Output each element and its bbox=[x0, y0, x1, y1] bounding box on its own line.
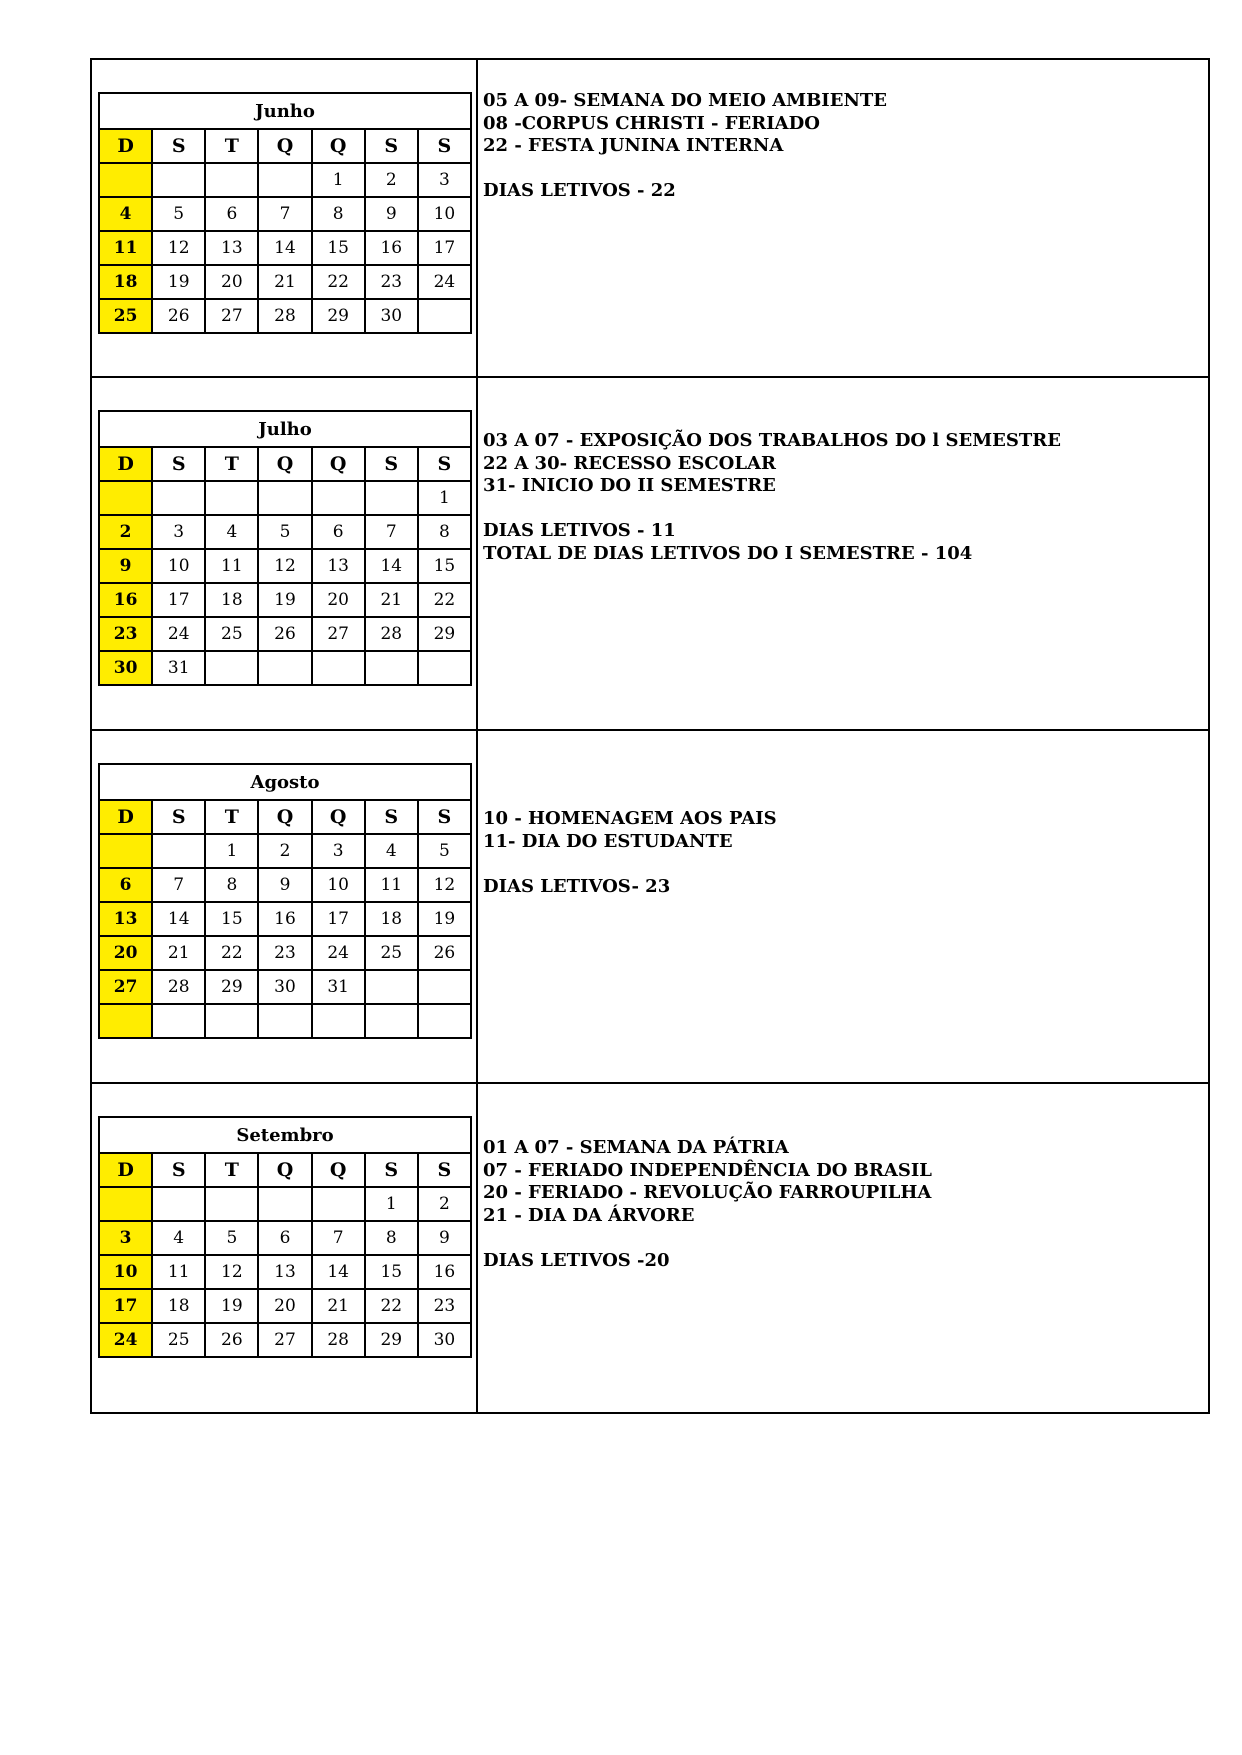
day-cell bbox=[152, 481, 205, 515]
sunday-cell: 18 bbox=[99, 265, 152, 299]
day-cell: 18 bbox=[205, 583, 258, 617]
note-line: 05 A 09- SEMANA DO MEIO AMBIENTE bbox=[483, 90, 888, 111]
sunday-cell: 20 bbox=[99, 936, 152, 970]
weekday-header: S bbox=[152, 129, 205, 163]
day-cell: 21 bbox=[152, 936, 205, 970]
week-row bbox=[99, 197, 471, 231]
day-cell: 7 bbox=[152, 868, 205, 902]
weekday-header: Q bbox=[258, 129, 311, 163]
weekday-header: S bbox=[418, 800, 471, 834]
day-cell: 11 bbox=[205, 549, 258, 583]
day-cell bbox=[258, 1187, 311, 1221]
day-cell: 22 bbox=[205, 936, 258, 970]
day-cell: 25 bbox=[152, 1323, 205, 1357]
day-cell: 30 bbox=[365, 299, 418, 333]
month-notes bbox=[483, 90, 1208, 203]
weekday-header: Q bbox=[312, 447, 365, 481]
sunday-cell: 27 bbox=[99, 970, 152, 1004]
day-cell: 28 bbox=[365, 617, 418, 651]
day-cell: 24 bbox=[152, 617, 205, 651]
day-cell: 22 bbox=[312, 265, 365, 299]
month-row-julho bbox=[90, 378, 1210, 731]
sunday-cell: 17 bbox=[99, 1289, 152, 1323]
day-cell: 8 bbox=[205, 868, 258, 902]
day-cell: 2 bbox=[258, 834, 311, 868]
weekday-header: Q bbox=[312, 129, 365, 163]
day-cell: 10 bbox=[312, 868, 365, 902]
week-row bbox=[99, 583, 471, 617]
day-cell: 15 bbox=[418, 549, 471, 583]
sunday-cell: 4 bbox=[99, 197, 152, 231]
day-cell: 18 bbox=[152, 1289, 205, 1323]
note-line: 10 - HOMENAGEM AOS PAIS bbox=[483, 808, 777, 829]
weekday-header: S bbox=[418, 129, 471, 163]
week-row bbox=[99, 515, 471, 549]
note-line bbox=[483, 853, 1208, 876]
day-cell bbox=[312, 481, 365, 515]
day-cell: 12 bbox=[152, 231, 205, 265]
month-notes bbox=[483, 808, 1208, 898]
day-cell bbox=[258, 481, 311, 515]
week-row bbox=[99, 1221, 471, 1255]
weekday-header: Q bbox=[258, 447, 311, 481]
day-cell: 21 bbox=[312, 1289, 365, 1323]
weekday-header: Q bbox=[312, 1153, 365, 1187]
day-cell bbox=[258, 1004, 311, 1038]
day-cell: 22 bbox=[418, 583, 471, 617]
weekday-header: T bbox=[205, 129, 258, 163]
day-cell: 13 bbox=[258, 1255, 311, 1289]
day-cell: 25 bbox=[365, 936, 418, 970]
sunday-cell bbox=[99, 1004, 152, 1038]
day-cell: 9 bbox=[365, 197, 418, 231]
weekday-header: S bbox=[365, 1153, 418, 1187]
day-cell: 1 bbox=[205, 834, 258, 868]
day-cell: 14 bbox=[258, 231, 311, 265]
day-cell: 14 bbox=[312, 1255, 365, 1289]
day-cell: 25 bbox=[205, 617, 258, 651]
day-cell: 17 bbox=[152, 583, 205, 617]
month-title: Julho bbox=[99, 411, 471, 447]
day-cell: 26 bbox=[152, 299, 205, 333]
week-row bbox=[99, 163, 471, 197]
week-row bbox=[99, 549, 471, 583]
note-line: DIAS LETIVOS - 22 bbox=[483, 180, 676, 201]
day-cell: 2 bbox=[365, 163, 418, 197]
notes-cell bbox=[478, 60, 1208, 376]
month-row-agosto bbox=[90, 731, 1210, 1084]
day-cell: 5 bbox=[152, 197, 205, 231]
month-calendar bbox=[98, 410, 472, 686]
day-cell: 29 bbox=[365, 1323, 418, 1357]
day-cell: 1 bbox=[365, 1187, 418, 1221]
day-cell: 28 bbox=[152, 970, 205, 1004]
week-row bbox=[99, 231, 471, 265]
day-cell: 8 bbox=[312, 197, 365, 231]
day-cell: 20 bbox=[312, 583, 365, 617]
month-title: Junho bbox=[99, 93, 471, 129]
day-cell bbox=[205, 481, 258, 515]
day-cell: 4 bbox=[152, 1221, 205, 1255]
sunday-cell: 2 bbox=[99, 515, 152, 549]
day-cell bbox=[205, 163, 258, 197]
note-line: DIAS LETIVOS - 11 bbox=[483, 520, 676, 541]
weekday-header: D bbox=[99, 447, 152, 481]
day-cell bbox=[365, 970, 418, 1004]
month-calendar bbox=[98, 92, 472, 334]
day-cell: 15 bbox=[365, 1255, 418, 1289]
day-cell bbox=[205, 1004, 258, 1038]
day-cell: 16 bbox=[365, 231, 418, 265]
day-cell: 30 bbox=[258, 970, 311, 1004]
note-line: DIAS LETIVOS- 23 bbox=[483, 875, 671, 897]
weekday-header: Q bbox=[312, 800, 365, 834]
day-cell: 20 bbox=[205, 265, 258, 299]
day-cell: 16 bbox=[418, 1255, 471, 1289]
day-cell: 24 bbox=[418, 265, 471, 299]
day-cell: 13 bbox=[205, 231, 258, 265]
day-cell: 9 bbox=[418, 1221, 471, 1255]
day-cell: 28 bbox=[312, 1323, 365, 1357]
day-cell: 12 bbox=[205, 1255, 258, 1289]
week-row bbox=[99, 1289, 471, 1323]
day-cell: 10 bbox=[418, 197, 471, 231]
day-cell: 29 bbox=[418, 617, 471, 651]
weekday-header: S bbox=[365, 800, 418, 834]
note-line bbox=[483, 158, 1208, 181]
day-cell: 27 bbox=[258, 1323, 311, 1357]
calendar-cell bbox=[92, 1084, 478, 1412]
day-cell bbox=[152, 163, 205, 197]
week-row bbox=[99, 868, 471, 902]
note-line bbox=[483, 1227, 1208, 1250]
day-cell: 15 bbox=[312, 231, 365, 265]
sunday-cell bbox=[99, 1187, 152, 1221]
day-cell: 19 bbox=[205, 1289, 258, 1323]
day-cell: 26 bbox=[418, 936, 471, 970]
day-cell bbox=[312, 1187, 365, 1221]
day-cell bbox=[205, 1187, 258, 1221]
day-cell bbox=[258, 163, 311, 197]
sunday-cell: 11 bbox=[99, 231, 152, 265]
month-notes bbox=[483, 430, 1208, 565]
weekday-header: D bbox=[99, 129, 152, 163]
day-cell: 31 bbox=[312, 970, 365, 1004]
day-cell bbox=[258, 651, 311, 685]
note-line: 21 - DIA DA ÁRVORE bbox=[483, 1204, 695, 1226]
note-line: 22 A 30- RECESSO ESCOLAR bbox=[483, 452, 776, 474]
day-cell bbox=[312, 651, 365, 685]
day-cell: 27 bbox=[205, 299, 258, 333]
day-cell: 21 bbox=[365, 583, 418, 617]
day-cell bbox=[418, 970, 471, 1004]
weekday-header: S bbox=[418, 1153, 471, 1187]
day-cell: 3 bbox=[152, 515, 205, 549]
day-cell: 28 bbox=[258, 299, 311, 333]
day-cell bbox=[365, 651, 418, 685]
day-cell: 14 bbox=[152, 902, 205, 936]
day-cell: 1 bbox=[418, 481, 471, 515]
day-cell: 5 bbox=[205, 1221, 258, 1255]
day-cell: 26 bbox=[205, 1323, 258, 1357]
note-line: 01 A 07 - SEMANA DA PÁTRIA bbox=[483, 1137, 789, 1158]
month-row-setembro bbox=[90, 1084, 1210, 1414]
day-cell: 19 bbox=[418, 902, 471, 936]
day-cell: 9 bbox=[258, 868, 311, 902]
note-line: 03 A 07 - EXPOSIÇÃO DOS TRABALHOS DO l SEMESTRE bbox=[483, 430, 1061, 451]
day-cell: 30 bbox=[418, 1323, 471, 1357]
day-cell bbox=[365, 1004, 418, 1038]
note-line: TOTAL DE DIAS LETIVOS DO I SEMESTRE - 104 bbox=[483, 542, 973, 564]
day-cell: 6 bbox=[258, 1221, 311, 1255]
day-cell: 8 bbox=[418, 515, 471, 549]
week-row bbox=[99, 1255, 471, 1289]
note-line: 22 - FESTA JUNINA INTERNA bbox=[483, 135, 784, 156]
note-line: 08 -CORPUS CHRISTI - FERIADO bbox=[483, 112, 820, 134]
day-cell bbox=[152, 1004, 205, 1038]
sunday-cell bbox=[99, 163, 152, 197]
sunday-cell: 23 bbox=[99, 617, 152, 651]
sunday-cell: 13 bbox=[99, 902, 152, 936]
day-cell: 29 bbox=[205, 970, 258, 1004]
weekday-header: S bbox=[152, 800, 205, 834]
sunday-cell: 30 bbox=[99, 651, 152, 685]
day-cell: 16 bbox=[258, 902, 311, 936]
note-line bbox=[483, 498, 1208, 521]
day-cell bbox=[418, 651, 471, 685]
sunday-cell bbox=[99, 481, 152, 515]
day-cell: 4 bbox=[205, 515, 258, 549]
day-cell bbox=[365, 481, 418, 515]
calendar-cell bbox=[92, 378, 478, 729]
note-line: DIAS LETIVOS -20 bbox=[483, 1249, 670, 1271]
day-cell: 15 bbox=[205, 902, 258, 936]
week-row bbox=[99, 902, 471, 936]
day-cell: 8 bbox=[365, 1221, 418, 1255]
sunday-cell: 25 bbox=[99, 299, 152, 333]
week-row bbox=[99, 299, 471, 333]
day-cell: 23 bbox=[365, 265, 418, 299]
day-cell bbox=[418, 1004, 471, 1038]
day-cell: 21 bbox=[258, 265, 311, 299]
week-row bbox=[99, 651, 471, 685]
day-cell: 26 bbox=[258, 617, 311, 651]
sunday-cell: 6 bbox=[99, 868, 152, 902]
weekday-header: S bbox=[418, 447, 471, 481]
day-cell: 27 bbox=[312, 617, 365, 651]
week-row bbox=[99, 1323, 471, 1357]
calendar-cell bbox=[92, 731, 478, 1082]
day-cell: 14 bbox=[365, 549, 418, 583]
day-cell: 10 bbox=[152, 549, 205, 583]
day-cell: 31 bbox=[152, 651, 205, 685]
weekday-header: S bbox=[152, 447, 205, 481]
sunday-cell bbox=[99, 834, 152, 868]
day-cell: 2 bbox=[418, 1187, 471, 1221]
weekday-header: Q bbox=[258, 800, 311, 834]
day-cell: 19 bbox=[152, 265, 205, 299]
day-cell: 6 bbox=[312, 515, 365, 549]
day-cell: 7 bbox=[312, 1221, 365, 1255]
calendar-cell bbox=[92, 60, 478, 376]
day-cell: 18 bbox=[365, 902, 418, 936]
sunday-cell: 24 bbox=[99, 1323, 152, 1357]
day-cell: 11 bbox=[152, 1255, 205, 1289]
month-calendar bbox=[98, 763, 472, 1039]
day-cell: 24 bbox=[312, 936, 365, 970]
day-cell: 13 bbox=[312, 549, 365, 583]
weekday-header: D bbox=[99, 1153, 152, 1187]
day-cell: 22 bbox=[365, 1289, 418, 1323]
weekday-header: D bbox=[99, 800, 152, 834]
day-cell: 6 bbox=[205, 197, 258, 231]
day-cell: 5 bbox=[258, 515, 311, 549]
note-line: 07 - FERIADO INDEPENDÊNCIA DO BRASIL bbox=[483, 1159, 932, 1181]
day-cell: 17 bbox=[418, 231, 471, 265]
weekday-header: Q bbox=[258, 1153, 311, 1187]
day-cell bbox=[152, 834, 205, 868]
day-cell: 12 bbox=[418, 868, 471, 902]
day-cell: 5 bbox=[418, 834, 471, 868]
weekday-header: S bbox=[365, 447, 418, 481]
day-cell bbox=[312, 1004, 365, 1038]
note-line: 31- INICIO DO II SEMESTRE bbox=[483, 475, 776, 496]
month-title: Setembro bbox=[99, 1117, 471, 1153]
week-row bbox=[99, 834, 471, 868]
week-row bbox=[99, 970, 471, 1004]
sunday-cell: 3 bbox=[99, 1221, 152, 1255]
note-line: 20 - FERIADO - REVOLUÇÃO FARROUPILHA bbox=[483, 1182, 932, 1203]
week-row bbox=[99, 936, 471, 970]
day-cell: 11 bbox=[365, 868, 418, 902]
day-cell: 7 bbox=[258, 197, 311, 231]
day-cell: 20 bbox=[258, 1289, 311, 1323]
day-cell: 7 bbox=[365, 515, 418, 549]
day-cell: 17 bbox=[312, 902, 365, 936]
week-row bbox=[99, 1004, 471, 1038]
day-cell bbox=[152, 1187, 205, 1221]
sunday-cell: 10 bbox=[99, 1255, 152, 1289]
weekday-header: S bbox=[152, 1153, 205, 1187]
day-cell: 23 bbox=[418, 1289, 471, 1323]
calendar-page bbox=[90, 58, 1210, 1414]
day-cell: 29 bbox=[312, 299, 365, 333]
note-line: 11- DIA DO ESTUDANTE bbox=[483, 830, 733, 852]
month-notes bbox=[483, 1137, 1208, 1272]
notes-cell bbox=[478, 731, 1208, 1082]
day-cell: 4 bbox=[365, 834, 418, 868]
weekday-header: T bbox=[205, 800, 258, 834]
day-cell bbox=[205, 651, 258, 685]
month-calendar bbox=[98, 1116, 472, 1358]
week-row bbox=[99, 265, 471, 299]
day-cell bbox=[418, 299, 471, 333]
day-cell: 3 bbox=[312, 834, 365, 868]
sunday-cell: 9 bbox=[99, 549, 152, 583]
day-cell: 19 bbox=[258, 583, 311, 617]
day-cell: 12 bbox=[258, 549, 311, 583]
week-row bbox=[99, 481, 471, 515]
week-row bbox=[99, 617, 471, 651]
day-cell: 23 bbox=[258, 936, 311, 970]
month-title: Agosto bbox=[99, 764, 471, 800]
weekday-header: T bbox=[205, 447, 258, 481]
month-row-junho bbox=[90, 58, 1210, 378]
sunday-cell: 16 bbox=[99, 583, 152, 617]
weekday-header: T bbox=[205, 1153, 258, 1187]
day-cell: 3 bbox=[418, 163, 471, 197]
notes-cell bbox=[478, 378, 1208, 729]
notes-cell bbox=[478, 1084, 1208, 1412]
weekday-header: S bbox=[365, 129, 418, 163]
week-row bbox=[99, 1187, 471, 1221]
day-cell: 1 bbox=[312, 163, 365, 197]
